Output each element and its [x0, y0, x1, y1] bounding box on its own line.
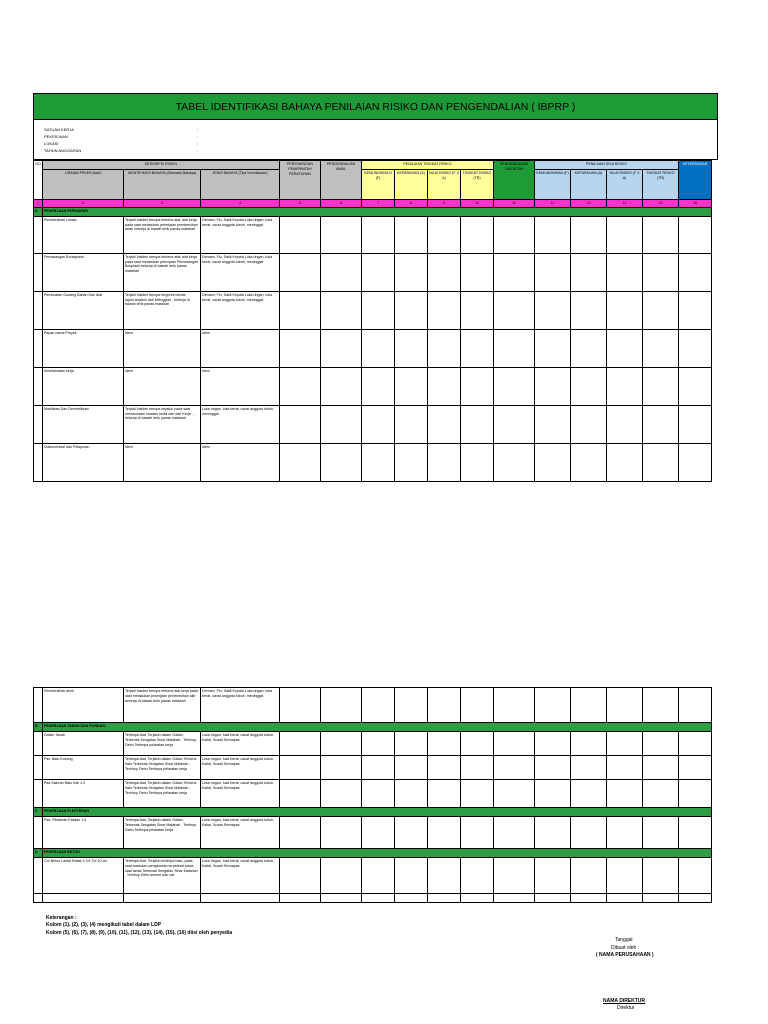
section-row-plesteran: C PEKERJAAN PLESTERAN [34, 808, 712, 817]
cell-bahaya: Tertimpa Alat, Terjatuh dalam Galian Terkena batu Terkenak Sengatan Sinar Matahari , Terhirup Debu Tertimpa pelaratan kerja [124, 756, 201, 780]
table-row [34, 405, 712, 443]
cell-jenis: Demam, Flu, Sakit Kepala Luka ringan, luka berat, cacat anggota tubuh, meninggal [201, 216, 280, 253]
cell-jenis: Idem [201, 443, 280, 481]
cell-bahaya: Idem [124, 329, 201, 367]
cell-jenis: Idem [201, 329, 280, 367]
header-tingkat-sisa: TINGKAT RISIKO (TR) [643, 170, 679, 200]
cell-bahaya: Tertimpa Alat, Terjatuh dalam Galian Terkena batu Terkenak Sengatan Sinar Matahari , Terhirup Debu Tertimpa pelaratan kerja [124, 780, 201, 808]
cell-jenis: Idem [201, 367, 280, 405]
cell-jenis: Demam, Flu, Sakit Kepala Luka ringan, luka berat, cacat anggota tubuh, meninggal [201, 291, 280, 329]
header-sisa: PENILAIAN SISA RISIKO [535, 161, 679, 170]
header-uraian: URAIAN PEKERJAAN [43, 170, 124, 200]
sign-tanggal: Tanggal [615, 937, 633, 943]
cell-jenis: Luka ringan, luka berat, cacat anggota tubuh, Kaitai, Susah Bernapas [201, 817, 280, 849]
header-pengendalian-lanjutan: PENGENDALIAN LANJUTAN [494, 161, 535, 200]
cell-bahaya: Terjadi Insiden berupa terkena alat; alat kerja pada saat melakukan pekerjaan pembersihan awal, bekerja di bawah terik panas matahari [124, 216, 201, 253]
cell-uraian: Pembuatan Gudang Bahan Dan Alat [43, 291, 124, 329]
cell-uraian: Pss. Batu Kosong [43, 756, 124, 780]
header-jenis: JENIS BAHAYA (Tipe Kecelakaan) [201, 170, 280, 200]
section-row-persiapan: A PEKERJAAN PERSIAPAN [34, 207, 712, 216]
table-row [34, 732, 712, 756]
sign-jabatan: Direktur [617, 1005, 635, 1011]
document-title: TABEL IDENTIFIKASI BAHAYA PENILAIAN RISIKO DAN PENGENDALIAN ( IBPRP ) [33, 93, 718, 120]
cell-bahaya: Tertimpa Alat, Terjatuh tertimpa batu, pada saat maduken pengecoran terpeleset pada saat lantai Terkenak Sengatan Sinar Matahari , Terhirup Debu semen dan cat [124, 858, 201, 894]
table-row [34, 253, 712, 291]
cell-uraian: Pas. Plesteran Pasilan 1:3 [43, 817, 124, 849]
cell-bahaya: Tertimpa Alat, Terjatuh dalam Galian, Terkenak Sengatan Sinar Matahari , Terhirup Debu Tertimpa pelaratan kerja [124, 732, 201, 756]
meta-pekerjaan: PEKERJAAN : [44, 134, 199, 139]
cell-bahaya: Tertimpa Alat, Terjatuh dalam Galian, Terkenak Sengatan Sinar Matahari , Terhirup Debu Tertimpa pelaratan kerja [124, 817, 201, 849]
header-deskripsi: DESKRIPSI RISIKO [43, 161, 280, 170]
meta-tahun-anggaran: TAHUN ANGGARAN : [44, 148, 199, 153]
project-meta [33, 120, 718, 160]
table-row [34, 216, 712, 253]
header-keparahan: KEPARAHAN (A) [395, 170, 428, 200]
table-row [34, 858, 712, 894]
cell-bahaya: Terjadi Insiden berupa terkena alat; alat kerja pada saat melakukan pekerjaan Pemasangan Bouplank bekerja di bawah terik panas matahari [124, 253, 201, 291]
sign-nama-direktur: NAMA DIREKTUR [603, 998, 646, 1004]
header-keterangan: KETERANGAN [679, 161, 712, 200]
cell-jenis: Luka ringan, luka berat, cacat anggota tubuh, Kaitai, Susah Bernapas [201, 732, 280, 756]
cell-bahaya: Terjadi Insiden berupa terjatuh pada saat membukaan muatan mobil dan dari Kerja , , bekerja di bawah terik panas matahari [124, 405, 201, 443]
section-row-beton: D PEKERJAAN BETON [34, 849, 712, 858]
header-persyaratan: PERSYARATAN PEMERINTAH PERATURAN [280, 161, 321, 200]
cell-uraian: Cor Beton Lantai Rabat 1:3:5 Tbl 10 cm [43, 858, 124, 894]
table-row: Pembersihan akhir Terjadi Insiden berupa terkena alat kerja pada saat melakukan pekerjaan pembersihan akir bekerja di bawah terik panas matahari Demam, Flu, Sakit Kepala Luka ringan, luka berat, cacat anggota tubuh, meninggal [34, 688, 712, 723]
cell-jenis: Luka ringan, luka berat, cacat anggota tubuh, Kaitai, Susah Bernapas [201, 780, 280, 808]
table-row [34, 817, 712, 849]
table-row [34, 756, 712, 780]
table-row [34, 443, 712, 481]
cell-bahaya: Terjadi Insiden berupa tergores benda tajam,terjatuh dari ketinggian , bekerja di bawah terik panas matahari [124, 291, 201, 329]
cell-uraian: Pembersihan Lokasi [43, 216, 124, 253]
cell-jenis: Luka ringan, luka berat, cacat anggota tubuh, Kaitai, Susah Bernapas [201, 756, 280, 780]
header-pengendalian-awal: PENGENDALIAN AWAL [321, 161, 362, 200]
header-no: NO [34, 161, 43, 200]
cell-jenis: Luka ringan, luka berat, cacat anggota tubuh, Kaitai, Susah Bernapas [201, 858, 280, 894]
meta-lokasi: LOKASI : [44, 141, 199, 146]
header-keparahan-sisa: KEPARAHAN (A) [571, 170, 607, 200]
header-penilaian: PENILAIAN TINGKAT RISIKO [362, 161, 494, 170]
sign-perusahaan: ( NAMA PERUSAHAAN ) [596, 952, 654, 958]
header-identifikasi: IDENTIFIKASI BAHAYA (Skenario Bahaya) [124, 170, 201, 200]
cell-bahaya: Idem [124, 443, 201, 481]
table-row [34, 329, 712, 367]
cell-uraian: Mobilisasi Dan Demobilisasi [43, 405, 124, 443]
table-row [34, 780, 712, 808]
cell-uraian: Galian Tanah [43, 732, 124, 756]
table-row [34, 894, 712, 903]
cell-jenis: Demam, Flu, Sakit Kepala Luka ringan, luka berat, cacat anggota tubuh, meninggal [201, 253, 280, 291]
section-row-tanah: B PEKERJAAN TANAH DAN PONDASI [34, 723, 712, 732]
ibprp-table-page2 [33, 687, 712, 903]
cell-uraian: Dokumentasi dan Pelaporan [43, 443, 124, 481]
cell-bahaya: Idem [124, 367, 201, 405]
table-row [34, 367, 712, 405]
cell-uraian: Papan nama Proyek [43, 329, 124, 367]
cell-jenis: Luka ringan, luka berat, cacat anggota tubuh, meninggal [201, 405, 280, 443]
header-nilai-sisa: NILAI RISIKO (F X A) [607, 170, 643, 200]
keterangan-line2: Kolom (5), (6), (7), (8), (9), (10), (11), (12), (13), (14), (15), (16) diisi oleh penyedia [46, 930, 233, 936]
table-row [34, 291, 712, 329]
cell-uraian: Pas.Saluran Batu Kali 1:4 [43, 780, 124, 808]
header-kemungkinan-sisa: KEMUNGKINAN (F) [535, 170, 571, 200]
meta-satuan-kerja: SATUAN KERJA : [44, 127, 199, 132]
header-kemungkinan: KEMUNGKINA N (F) [362, 170, 395, 200]
ibprp-table-page1 [33, 160, 712, 482]
cell-uraian: Pemasangan Bouwplank [43, 253, 124, 291]
keterangan-label: Keterangan : [46, 915, 77, 921]
keterangan-line1: Kolom (1), (2), (3), (4) mengikuti tabel dalam LDP [46, 922, 162, 928]
sign-dibuat-oleh: Dibuat oleh : [611, 945, 640, 951]
header-tingkat: TINGKAT RISIKO (TR) [461, 170, 494, 200]
column-number-row: 1 2 3 4 5 6 7 8 9 10 11 12 13 14 15 16 [34, 200, 712, 208]
header-nilai: NILAI RISIKO (F X A) [428, 170, 461, 200]
cell-uraian: Keselamatan kerja [43, 367, 124, 405]
